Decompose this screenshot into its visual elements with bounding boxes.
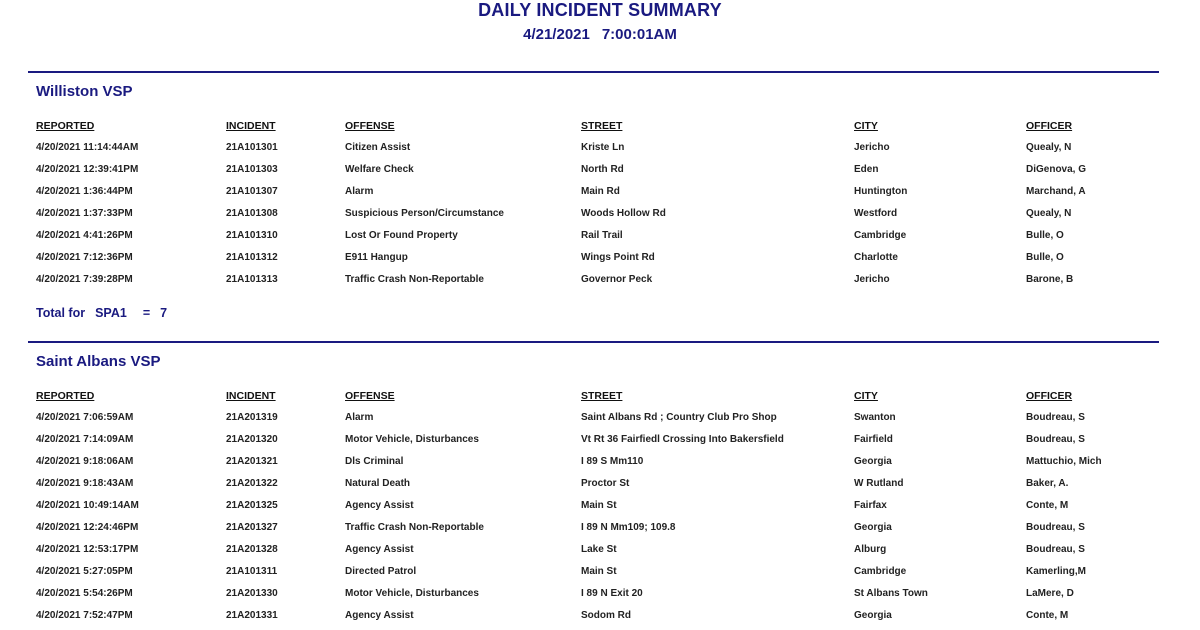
- cell-reported: 4/20/2021 12:53:17PM: [36, 544, 139, 555]
- cell-city: Cambridge: [854, 566, 907, 577]
- cell-offense: Welfare Check: [345, 164, 414, 175]
- cell-officer: Marchand, A: [1026, 186, 1086, 197]
- cell-street: Rail Trail: [581, 230, 623, 241]
- cell-reported: 4/20/2021 7:52:47PM: [36, 610, 133, 621]
- cell-offense: Citizen Assist: [345, 142, 411, 153]
- report-date: 4/21/2021: [523, 26, 590, 43]
- cell-offense: E911 Hangup: [345, 252, 408, 263]
- cell-incident: 21A101311: [226, 566, 278, 577]
- section-divider: [28, 71, 1159, 73]
- cell-city: Georgia: [854, 456, 892, 467]
- cell-street: Main Rd: [581, 186, 620, 197]
- cell-incident: 21A201319: [226, 412, 278, 423]
- cell-officer: LaMere, D: [1026, 588, 1074, 599]
- cell-offense: Agency Assist: [345, 610, 414, 621]
- cell-street: Governor Peck: [581, 274, 653, 285]
- cell-city: Charlotte: [854, 252, 898, 263]
- cell-city: Cambridge: [854, 230, 907, 241]
- cell-street: Vt Rt 36 Fairfiedl Crossing Into Bakersfield: [581, 434, 784, 445]
- header-incident: INCIDENT: [226, 390, 276, 402]
- total-equals: =: [142, 306, 151, 320]
- cell-incident: 21A101307: [226, 186, 278, 197]
- cell-incident: 21A201321: [226, 456, 278, 467]
- cell-incident: 21A201328: [226, 544, 278, 555]
- cell-incident: 21A101310: [226, 230, 278, 241]
- total-count: 7: [160, 306, 168, 320]
- cell-incident: 21A201330: [226, 588, 278, 599]
- cell-offense: Suspicious Person/Circumstance: [345, 208, 504, 219]
- cell-city: Alburg: [854, 544, 887, 555]
- cell-incident: 21A201320: [226, 434, 278, 445]
- cell-offense: Motor Vehicle, Disturbances: [345, 434, 479, 445]
- cell-street: Woods Hollow Rd: [581, 208, 666, 219]
- cell-street: I 89 S Mm110: [581, 456, 644, 467]
- cell-city: Fairfax: [854, 500, 887, 511]
- cell-street: Kriste Ln: [581, 142, 625, 153]
- cell-officer: Conte, M: [1026, 610, 1069, 621]
- cell-city: Fairfield: [854, 434, 893, 445]
- cell-officer: Conte, M: [1026, 500, 1069, 511]
- cell-reported: 4/20/2021 7:12:36PM: [36, 252, 133, 263]
- cell-incident: 21A201325: [226, 500, 278, 511]
- section-williston: [28, 71, 1159, 331]
- cell-reported: 4/20/2021 12:24:46PM: [36, 522, 139, 533]
- cell-incident: 21A201327: [226, 522, 278, 533]
- header-officer: OFFICER: [1026, 390, 1073, 402]
- cell-city: Huntington: [854, 186, 908, 197]
- cell-city: W Rutland: [854, 478, 904, 489]
- cell-incident: 21A201331: [226, 610, 278, 621]
- cell-incident: 21A201322: [226, 478, 278, 489]
- cell-offense: Lost Or Found Property: [345, 230, 458, 241]
- cell-reported: 4/20/2021 9:18:06AM: [36, 456, 134, 467]
- report-title: DAILY INCIDENT SUMMARY: [478, 0, 722, 20]
- cell-city: Swanton: [854, 412, 896, 423]
- cell-offense: Dls Criminal: [345, 456, 404, 467]
- section-title: Saint Albans VSP: [36, 353, 161, 370]
- cell-city: Jericho: [854, 274, 890, 285]
- total-code: SPA1: [95, 306, 127, 320]
- header-officer: OFFICER: [1026, 120, 1073, 132]
- cell-offense: Directed Patrol: [345, 566, 417, 577]
- cell-street: Main St: [581, 566, 617, 577]
- cell-reported: 4/20/2021 7:06:59AM: [36, 412, 134, 423]
- cell-officer: Boudreau, S: [1026, 522, 1085, 533]
- cell-officer: Bulle, O: [1026, 230, 1064, 241]
- cell-officer: Mattuchio, Mich: [1026, 456, 1102, 467]
- header-street: STREET: [581, 390, 623, 402]
- cell-reported: 4/20/2021 5:27:05PM: [36, 566, 133, 577]
- cell-offense: Agency Assist: [345, 544, 414, 555]
- cell-street: Proctor St: [581, 478, 630, 489]
- header-city: CITY: [854, 390, 878, 402]
- cell-street: Main St: [581, 500, 617, 511]
- cell-street: North Rd: [581, 164, 624, 175]
- cell-street: Sodom Rd: [581, 610, 631, 621]
- cell-reported: 4/20/2021 7:14:09AM: [36, 434, 134, 445]
- cell-reported: 4/20/2021 7:39:28PM: [36, 274, 133, 285]
- cell-officer: Kamerling,M: [1026, 566, 1087, 577]
- section-divider: [28, 341, 1159, 343]
- cell-offense: Traffic Crash Non-Reportable: [345, 522, 484, 533]
- header-incident: INCIDENT: [226, 120, 276, 132]
- cell-incident: 21A101308: [226, 208, 278, 219]
- header-reported: REPORTED: [36, 390, 95, 402]
- header-city: CITY: [854, 120, 878, 132]
- header-reported: REPORTED: [36, 120, 95, 132]
- cell-officer: Baker, A.: [1026, 478, 1069, 489]
- cell-incident: 21A101303: [226, 164, 278, 175]
- cell-reported: 4/20/2021 9:18:43AM: [36, 478, 134, 489]
- cell-officer: Bulle, O: [1026, 252, 1064, 263]
- cell-offense: Traffic Crash Non-Reportable: [345, 274, 484, 285]
- cell-officer: Quealy, N: [1026, 208, 1072, 219]
- cell-offense: Motor Vehicle, Disturbances: [345, 588, 479, 599]
- cell-city: Georgia: [854, 522, 892, 533]
- cell-reported: 4/20/2021 1:37:33PM: [36, 208, 133, 219]
- cell-incident: 21A101312: [226, 252, 278, 263]
- cell-officer: Boudreau, S: [1026, 544, 1085, 555]
- cell-offense: Alarm: [345, 412, 374, 423]
- cell-offense: Alarm: [345, 186, 374, 197]
- cell-city: Jericho: [854, 142, 890, 153]
- cell-reported: 4/20/2021 11:14:44AM: [36, 142, 139, 153]
- cell-officer: DiGenova, G: [1026, 164, 1087, 175]
- cell-street: I 89 N Exit 20: [581, 588, 643, 599]
- cell-street: I 89 N Mm109; 109.8: [581, 522, 676, 533]
- header-offense: OFFENSE: [345, 120, 395, 132]
- cell-officer: Barone, B: [1026, 274, 1074, 285]
- header-street: STREET: [581, 120, 623, 132]
- total-label: Total for: [36, 306, 86, 320]
- cell-street: Saint Albans Rd ; Country Club Pro Shop: [581, 412, 777, 423]
- cell-offense: Agency Assist: [345, 500, 414, 511]
- cell-city: Georgia: [854, 610, 892, 621]
- cell-reported: 4/20/2021 4:41:26PM: [36, 230, 133, 241]
- section-title: Williston VSP: [36, 83, 133, 100]
- cell-city: St Albans Town: [854, 588, 928, 599]
- cell-officer: Boudreau, S: [1026, 434, 1085, 445]
- cell-city: Eden: [854, 164, 879, 175]
- cell-street: Wings Point Rd: [581, 252, 655, 263]
- report-time: 7:00:01AM: [601, 26, 677, 43]
- cell-reported: 4/20/2021 12:39:41PM: [36, 164, 139, 175]
- section-total: [36, 306, 167, 320]
- cell-incident: 21A101301: [226, 142, 278, 153]
- cell-city: Westford: [854, 208, 898, 219]
- section-saint-albans: [28, 341, 1159, 630]
- report-datetime: [0, 26, 1200, 43]
- cell-reported: 4/20/2021 10:49:14AM: [36, 500, 139, 511]
- cell-reported: 4/20/2021 1:36:44PM: [36, 186, 133, 197]
- header-offense: OFFENSE: [345, 390, 395, 402]
- cell-street: Lake St: [581, 544, 617, 555]
- cell-incident: 21A101313: [226, 274, 278, 285]
- cell-officer: Boudreau, S: [1026, 412, 1085, 423]
- cell-reported: 4/20/2021 5:54:26PM: [36, 588, 133, 599]
- cell-offense: Natural Death: [345, 478, 411, 489]
- cell-officer: Quealy, N: [1026, 142, 1072, 153]
